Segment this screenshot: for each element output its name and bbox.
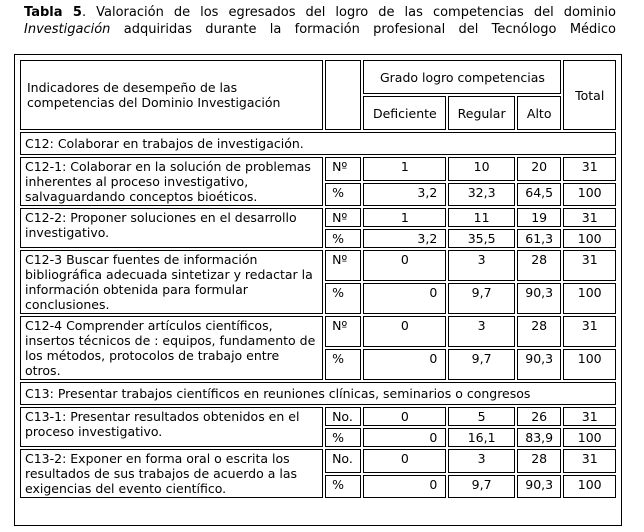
percent-unit: %: [325, 349, 361, 380]
percent-total: 100: [563, 475, 616, 499]
percent-regular: 9,7: [448, 349, 515, 380]
percent-alto: 61,3: [517, 229, 561, 248]
section-title: C12: Colaborar en trabajos de investigación.: [20, 132, 616, 155]
percent-regular: 9,7: [448, 475, 515, 499]
indicator-description: C12-3 Buscar fuentes de información bibliográfica adecuada sintetizar y redactar la información obtenida para formular conclusiones.: [20, 250, 323, 314]
percent-alto: 90,3: [517, 283, 561, 314]
caption-text-2: adquiridas durante la formación profesional del Tecnólogo Médico: [110, 22, 616, 37]
percent-unit: %: [325, 183, 361, 207]
percent-unit: %: [325, 229, 361, 248]
percent-alto: 64,5: [517, 183, 561, 207]
count-deficiente: 1: [363, 157, 446, 181]
count-unit: Nº: [325, 316, 361, 347]
indicator-description: C12-2: Proponer soluciones en el desarrollo investigativo.: [20, 208, 323, 248]
caption-italic: Investigación: [24, 22, 111, 37]
count-deficiente: 0: [363, 316, 446, 347]
count-unit: Nº: [325, 208, 361, 227]
count-total: 31: [563, 316, 616, 347]
header-deficiente: Deficiente: [363, 96, 446, 130]
percent-total: 100: [563, 183, 616, 207]
count-deficiente: 0: [363, 407, 446, 426]
count-unit: No.: [325, 449, 361, 473]
count-total: 31: [563, 157, 616, 181]
count-alto: 28: [517, 250, 561, 281]
percent-total: 100: [563, 428, 616, 447]
section-title: C13: Presentar trabajos científicos en reuniones clínicas, seminarios o congresos: [20, 382, 616, 405]
count-deficiente: 1: [363, 208, 446, 227]
percent-total: 100: [563, 349, 616, 380]
percent-total: 100: [563, 229, 616, 248]
percent-unit: %: [325, 283, 361, 314]
header-regular: Regular: [448, 96, 515, 130]
count-total: 31: [563, 449, 616, 473]
count-total: 31: [563, 407, 616, 426]
count-unit: Nº: [325, 250, 361, 281]
competencias-table: [18, 58, 618, 500]
count-alto: 28: [517, 316, 561, 347]
table-row: [20, 407, 616, 426]
caption-text-1: . Valoración de los egresados del logro de las competencias del dominio: [81, 5, 616, 20]
percent-deficiente: 3,2: [363, 183, 446, 207]
percent-alto: 90,3: [517, 349, 561, 380]
indicator-description: C12-4 Comprender artículos científicos, insertos técnicos de : equipos, fundamento de los métodos, protocolos de trabajo entre otros.: [20, 316, 323, 380]
percent-alto: 83,9: [517, 428, 561, 447]
percent-unit: %: [325, 475, 361, 499]
count-unit: No.: [325, 407, 361, 426]
percent-alto: 90,3: [517, 475, 561, 499]
count-total: 31: [563, 208, 616, 227]
table-row: [20, 316, 616, 347]
count-total: 31: [563, 250, 616, 281]
percent-deficiente: 3,2: [363, 229, 446, 248]
percent-deficiente: 0: [363, 283, 446, 314]
header-indicators: Indicadores de desempeño de las competencias del Dominio Investigación: [20, 60, 323, 130]
percent-deficiente: 0: [363, 475, 446, 499]
count-deficiente: 0: [363, 250, 446, 281]
table-row: [20, 449, 616, 473]
count-regular: 3: [448, 250, 515, 281]
header-row-1: [20, 60, 616, 94]
count-deficiente: 0: [363, 449, 446, 473]
percent-regular: 35,5: [448, 229, 515, 248]
header-alto: Alto: [517, 96, 561, 130]
percent-total: 100: [563, 283, 616, 314]
percent-unit: %: [325, 428, 361, 447]
percent-deficiente: 0: [363, 349, 446, 380]
table-frame: [14, 54, 622, 526]
percent-regular: 9,7: [448, 283, 515, 314]
table-row: [20, 157, 616, 181]
count-unit: Nº: [325, 157, 361, 181]
section-row: [20, 132, 616, 155]
count-alto: 20: [517, 157, 561, 181]
count-regular: 10: [448, 157, 515, 181]
indicator-description: C13-1: Presentar resultados obtenidos en el proceso investigativo.: [20, 407, 323, 447]
percent-deficiente: 0: [363, 428, 446, 447]
indicator-description: C13-2: Exponer en forma oral o escrita los resultados de sus trabajos de acuerdo a las exigencias del evento científico.: [20, 449, 323, 498]
section-row: [20, 382, 616, 405]
header-group: Grado logro competencias: [363, 60, 561, 94]
count-regular: 5: [448, 407, 515, 426]
percent-regular: 16,1: [448, 428, 515, 447]
count-alto: 28: [517, 449, 561, 473]
count-alto: 26: [517, 407, 561, 426]
count-alto: 19: [517, 208, 561, 227]
count-regular: 3: [448, 449, 515, 473]
header-total: Total: [563, 60, 616, 130]
count-regular: 3: [448, 316, 515, 347]
table-body: [20, 60, 616, 498]
table-caption: [24, 4, 616, 38]
count-regular: 11: [448, 208, 515, 227]
table-row: [20, 250, 616, 281]
header-unit-blank: [325, 60, 361, 130]
percent-regular: 32,3: [448, 183, 515, 207]
table-row: [20, 208, 616, 227]
indicator-description: C12-1: Colaborar en la solución de problemas inherentes al proceso investigativo, salvaguardando conceptos bioéticos.: [20, 157, 323, 206]
caption-label: Tabla 5: [24, 5, 82, 20]
